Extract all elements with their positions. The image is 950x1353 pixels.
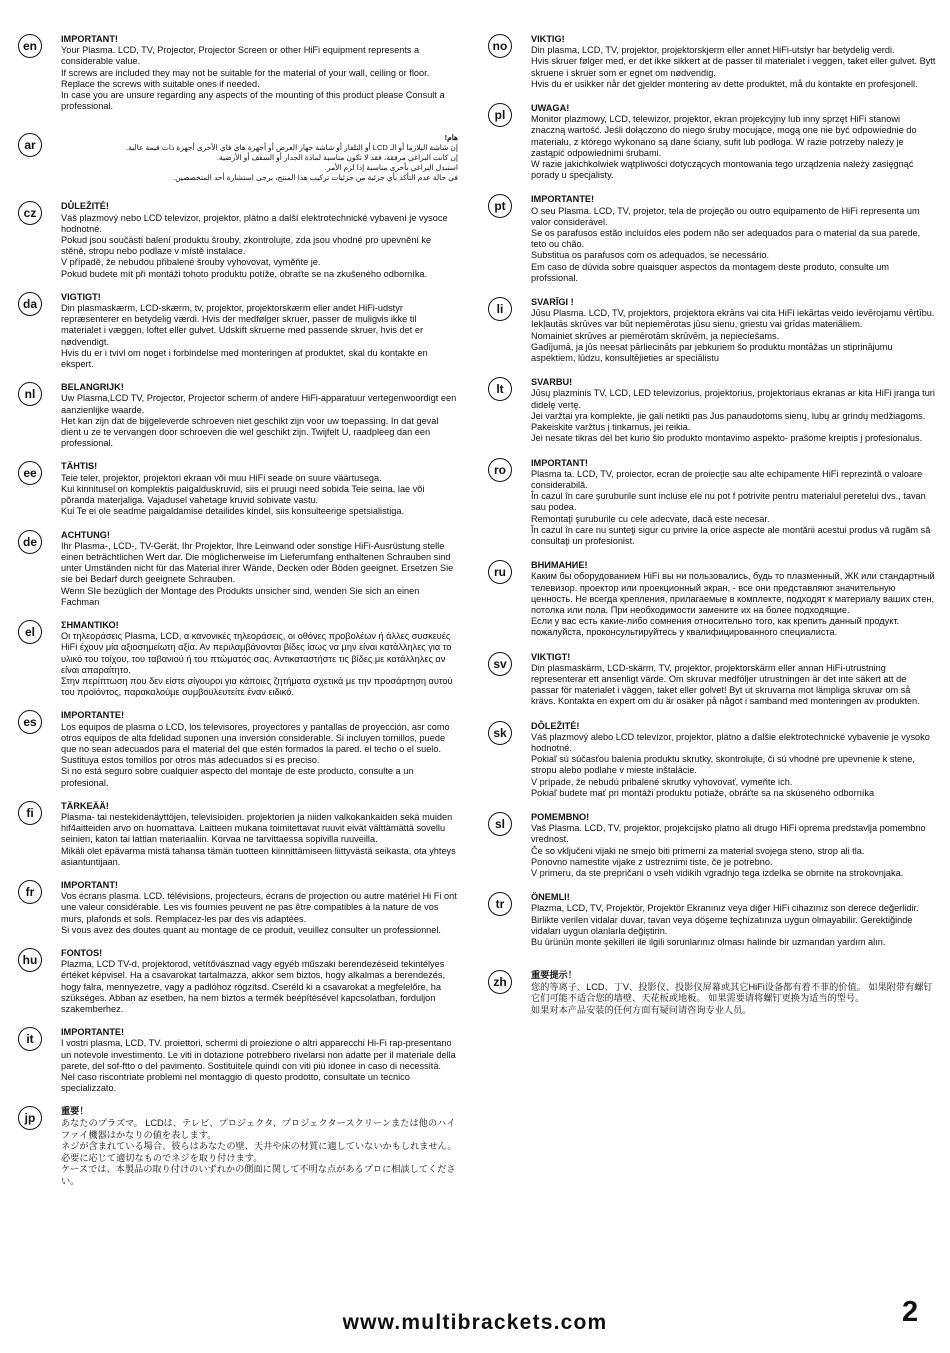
- notice-body: Plazma, LCD, TV, Projektör, Projektör Ekranınız veya diğer HiFi cihazınız son derece değerlidir. Birlikte verilen vidalar duvar, tavan veya döşeme teçhizatınıza uygun olmayabilir. Gerektiğinde vidaları uygun olanlarla değiştirin. Bu ürünün monte şekilleri ile ilgili sorunlarınız olması halinde bir uzmandan yardım alın.: [531, 903, 919, 948]
- notice-title: TÄHTIS!: [61, 461, 98, 472]
- notice-body: Din plasma, LCD, TV, projektor, projektorskjerm eller annet HiFi-utstyr har betydelig verdi. Hvis skruer følger med, er det ikke sikkert at de passer til materialet i veggen, taket eller gulvet. Bytt skruene i skruer som er egnet om nødvendig. Hvis du er usikker når det gjelder montering av dette produktet, må du kontakte en profesjonell.: [531, 45, 936, 89]
- notice-de: [18, 530, 458, 608]
- notice-zh: [488, 970, 936, 1016]
- notice-hu: [18, 948, 458, 1015]
- notice-sk: [488, 721, 936, 799]
- notice-title: SVARĪGI !: [531, 297, 574, 308]
- notice-body: Váš plazmový alebo LCD televízor, projektor, plátno a ďalšie elektrotechnické vybavenie je vysoko hodnotné. Pokiaľ sú súčasťou balenia produktu skrutky, skontrolujte, či sú vhodné pre upevnenie k stene, stropu alebo podlahe v mieste inštalácie. V prípade, že nebudú pribalené skrutky vyhovovať, vymeňte ich. Pokiaľ budete mať pri montáži produktu potiaže, obráťte sa na skúseného odborníka: [531, 731, 930, 798]
- language-badge-li: li: [488, 297, 512, 321]
- language-badge-tr: tr: [488, 892, 512, 916]
- notice-body: O seu Plasma. LCD, TV, projetor, tela de projeção ou outro equipamento de HiFi representa um valor considerável. Se os parafusos estão incluídos eles podem não ser adequados para o material da sua parede, teto ou chão. Substitua os parafusos com os adequados, se necessário. Em caso de dúvida sobre quaisquer aspectos da montagem deste produto, consulte um profssional.: [531, 205, 921, 283]
- notice-body: あなたのプラズマ。 LCDは、テレビ、プロジェクタ、プロジェクタースクリーンまたは他のハイファイ機器はかなりの値を表します。 ネジが含まれている場合、彼らはあなたの壁、天井や床の材質に適していないかもしれません。 必要に応じて適切なものでネジを取り付けます。 ケースでは、本製品の取り付けのいずれかの側面に関して不明な点があるプロに相談してください。: [61, 1118, 457, 1186]
- notice-body: Uw Plasma,LCD TV, Projector, Projector scherm of andere HiFi-apparatuur vertegenwoordigt een aanzienlijke waarde. Het kan zijn dat de bijgeleverde schroeven niet geschikt zijn voor uw toepassing. In dat geval dient u ze te vervangen door schroeven die wel geschikt zijn. Twijfelt U, raadpleeg dan een professional.: [61, 393, 457, 449]
- notice-body: Ihr Plasma-, LCD-, TV-Gerät, Ihr Projektor, Ihre Leinwand oder sonstige HiFi-Ausrüstung stelle einen beträchtlichen Wert dar. Die möglicherweise im Lieferumfang enthaltenen Schrauben sind unter Umständen nicht für das Material ihrer Wände, Decken oder Böden geeignet. Ersetzen Sie sie bei Bedarf durch geeignete Schrauben. Wenn SIe bezüglich der Montage des Produkts unsicher sind, wenden Sie sich an einen Fachman: [61, 540, 454, 607]
- language-badge-no: no: [488, 34, 512, 58]
- notice-body: Каким бы оборудованием HiFi вы ни пользовались, будь то плазменный, ЖК или стандартный телевизор. проектор или проекционный экран, - все они представляют значительную ценность. Не всегда крепления, прилагаемые в комплекте, подходят к материалу ваших стен, потолка или пола. При необходимости замените их на более подходящие. Если у вас есть какие-либо сомнения относительно того, как крепить данный продукт. пожалуйста, проконсультируйтесь у квалифицированного специалиста.: [531, 571, 935, 638]
- language-badge-en: en: [18, 34, 42, 58]
- notice-body: Los equipos de plasma o LCD, los televisores, proyectores y pantallas de proyección, asr como otros equipos de alta fdelidad suponen una inversión considerable. Si incluyen tornillos, puede que no sean adecuados para el material del que estén formados la pared. el techo o el suelo. Sustituya estos tomillos por otros más adecuados si es preciso. Si no está seguro sobre cualquier aspecto del montaje de este producto, consulte a un profesional.: [61, 721, 450, 788]
- language-badge-sk: sk: [488, 721, 512, 745]
- notice-sv: [488, 652, 936, 708]
- language-badge-ro: ro: [488, 458, 512, 482]
- notice-pt: [488, 194, 936, 284]
- notice-es: [18, 710, 458, 788]
- notice-body: Plazma, LCD TV-d, projektorod, vetítővásznad vagy egyéb műszaki berendezéseid tekintélyes értéket képvisel. Ha a csavarokat tartalmazza, akkor sem biztos, hogy alkalmas a berendezés, hogy falra, mennyezetre, vagy a padlóhoz rögzítsd. Cseréld ki a csavarokat a megfelelőre, ha szükséges. Abban az esetben, ha nem biztos a termék beépítésével kapcsolatban, forduljon szakemberhez.: [61, 959, 446, 1015]
- notice-title: UWAGA!: [531, 103, 570, 114]
- notice-title: ВНИМАНИЕ!: [531, 560, 588, 571]
- notice-pl: [488, 103, 936, 181]
- notice-it: [18, 1027, 458, 1094]
- notice-title: IMPORTANT!: [531, 457, 588, 468]
- notice-jp: [18, 1106, 458, 1187]
- language-badge-hu: hu: [18, 948, 42, 972]
- language-badge-ee: ee: [18, 461, 42, 485]
- notice-title: DŮLEŽITÉ!: [61, 201, 109, 212]
- language-badge-ru: ru: [488, 560, 512, 584]
- notice-body: إن شاشة البلازما أو الـ LCD أو التلفاز أو شاشة جهاز العرض أو أجهزة هاي فاي الأخرى أجهزة ذات قيمة عالية. إن كانت البراغي مرفقة، فقد لا تكون مناسبة لمادة الجدار أو السقف أو الأرضية. استبدل البراغي بأخرى مناسبة إذا لزم الأمر. في حالة عدم التأكد بأي جزئية من جزئيات تركيب هذا المنتج، يرجى استشارة أحد المتخصصين.: [126, 143, 458, 183]
- page-number: 2: [902, 1296, 919, 1328]
- notice-tr: [488, 892, 936, 948]
- notice-fi: [18, 801, 458, 868]
- language-badge-el: el: [18, 620, 42, 644]
- notice-title: IMPORTANT!: [61, 879, 118, 890]
- notice-ar: [18, 133, 458, 183]
- language-badge-fi: fi: [18, 801, 42, 825]
- language-badge-de: de: [18, 530, 42, 554]
- language-badge-fr: fr: [18, 880, 42, 904]
- notice-body: Monitor plazmowy, LCD, telewizor, projektor, ekran projekcyjny lub inny sprzęt HiFi stanowi znaczną wartość. Jeśli dołączono do niego śruby mocujące, mogą one nie być odpowiednie do materiału, z którego wykonano są dane ściany, sufit lub podłoga. W razie potrzeby należy je zastąpić odpowiednimi śrubami. W razie jakichkolwiek wątpliwości dotyczących montowania tego urządzenia należy zasięgnąć porady u specjalisty.: [531, 114, 917, 181]
- notice-title: هام!: [444, 133, 458, 143]
- notice-title: IMPORTANTE!: [531, 194, 595, 205]
- notice-body: Din plasmaskärm, LCD-skärm, TV, projektor, projektorskärm eller annan HiFi-utrustning representerar ett ansenligt värde. Om skruvar medföljer utrustningen är det inte säkert att de passar för materialet i väggen, taket eller golvet! Byt ut skruvarna mot lämpliga skruvar om så krävs. Kontakta en expert om du är osäker på något i samband med monteringen av produkten.: [531, 662, 920, 707]
- notice-title: ÖNEMLI!: [531, 892, 570, 903]
- notice-body: Plasma ta. LCD, TV, proiector, ecran de proiecţie sau alte echipamente HiFi reprezintă o valoare considerabilă. În cazul în care şuruburile sunt incluse ele nu pot f potrivite pentru materialul peretelui dvs., tavan sau podea. Remontaţi şuruburile cu cele adecvate, dacă este necesar. În cazul în care nu sunteţi sigur cu privire la orice aspecte ale montării acestui produs vă rugăm să consultaţi un profesionist.: [531, 468, 931, 546]
- notice-ru: [488, 560, 936, 638]
- notice-body: Your Plasma. LCD, TV, Projector, Projector Screen or other HiFi equipment represents a considerable value. If screws are included they may not be suitable for the material of your wall, ceiling or floor. Replace the screws with suitable ones if needed. In case you are unsure regarding any aspects of the mounting of this product please Consult a professional.: [61, 45, 445, 112]
- notice-title: IMPORTANTE!: [61, 710, 125, 721]
- language-badge-zh: zh: [488, 970, 512, 994]
- notice-body: Váš plazmový nebo LCD televizor, projektor, plátno a další elektrotechnické vybavení je vysoce hodnotné. Pokud jsou součástí balení produktu šrouby, zkontrolujte, zda jsou vhodné pro upevnění ke stěně, stropu nebo podlaze v místě instalace. V případě, že nebudou přibalené šrouby vyhovovat, vyměňte je. Pokud budete mít při montáži tohoto produktu potíže, obraťte se na zkušeného odborníka.: [61, 212, 448, 279]
- notice-el: [18, 620, 458, 698]
- notice-title: DÔLEŽITÉ!: [531, 720, 580, 731]
- notice-title: 重要！: [61, 1106, 89, 1117]
- language-badge-pl: pl: [488, 103, 512, 127]
- notice-body: Vos écrans plasma. LCD. télévisions, projecteurs, écrans de projection ou autre matériel Hi Fi ont une valeur considérable. Les vis fournies peuvent ne pas être compatibles à la nature de vos murs, plafonds et sols. Remplacez-les par des vis adaptées. Si vous avez des doutes quant au montage de ce produit, veuillez consulter un professionnel.: [61, 891, 457, 935]
- notice-lt: [488, 377, 936, 444]
- notice-da: [18, 292, 458, 370]
- notice-title: ΣΗΜΑΝΤΙΚΟ!: [61, 619, 119, 630]
- language-badge-cz: cz: [18, 201, 42, 225]
- right-column: [488, 34, 936, 1017]
- notice-body: Teie teler, projektor, projektori ekraan või muu HiFi seade on suure väärtusega. Kui kinnitusel on komplektis paigalduskruvid, siis ei pruugi need sobida Teie seina, lae või põranda materjaliga. Vajadusel vahetage kruvid sobivate vastu. Kui Te ei ole seadme paigaldamise detailides kindel, siis konsulteerige spetsialistiga.: [61, 472, 425, 517]
- notice-body: Din plasmaskærm, LCD-skærm, tv, projektor, projektorskærm eller andet HiFi-udstyr repræsenterer en betydelig værdi. Hvis der medfølger skruer, passer de muligvis ikke til materialet i væggen, loftet eller gulvet. Udskift skruerne med passende skruer, hvis det er nødvendigt. Hvis du er i tvivl om noget i forbindelse med monteringen af produktet, skal du kontakte en ekspert.: [61, 303, 428, 370]
- notice-nl: [18, 382, 458, 449]
- language-badge-it: it: [18, 1027, 42, 1051]
- notice-title: IMPORTANTE!: [61, 1027, 125, 1038]
- notice-title: 重要提示！: [531, 970, 577, 981]
- language-badge-nl: nl: [18, 382, 42, 406]
- notice-body: 您的等离子、LCD、丁V、投影仪、投影仪屏幕或其它HiFi设备都有着不菲的价值。 如果附带有螺钉它们可能不适合您的墙壁、天花板或地板。 如果需要请将螺钉更换为适当的型号。 如果对本产品安装的任何方面有疑问请咨询专业人员。: [531, 981, 933, 1015]
- language-badge-pt: pt: [488, 194, 512, 218]
- notice-body: Plasma- tai nestekidenäyttöjen, televisioiden. projektorien ja niiden valkokankaiden sekä muiden hif4aitteiden arvo on huomattava. Laitteen mukana toimitettavat ruuvit eivät välttämättä sovellu seinien, katon tai lattian materiaaliin. Korvaa ne tarvittaessa sopivilla ruuveilla. Mikäli olet epävarma mistä tahansa tämän tuotteen kiinnittämiseen liittyvästä seikasta, ota yhteys asiantuntijaan.: [61, 811, 456, 867]
- notice-body: Vaš Plasma. LCD, TV, projektor, projekcijsko platno ali drugo HiFi oprema predstavlja pomembno vrednost. Če so vključeni vijaki ne smejo biti primerni za material svojega steno, strop ali tla. Ponovno namestite vijake z ustreznimi tiste, če je potrebno. V primeru, da ste prepričani o vseh vidikih vgradnjo tega izdelka se obrnite na strokovnjaka.: [531, 823, 926, 878]
- notice-title: VIKTIGT!: [531, 651, 571, 662]
- notice-title: VIKTIG!: [531, 34, 565, 44]
- language-badge-jp: jp: [18, 1106, 42, 1130]
- notice-body: I vostri plasma, LCD, TV. proiettori, schermi di proiezione o altri apparecchi Hi-Fi rap-presentano un notevole investimento. Le viti in dotazione potrebbero rivelarsi non adatte per il materiale della parete, del sof-ftto o del pavimento. Sostituitele quindi con viti più idonee in caso di necessità. Nel caso riscontriate problemi nel montaggio di questo prodotto, consultate un tecnico specializzato.: [61, 1038, 456, 1094]
- notice-ro: [488, 458, 936, 548]
- language-badge-es: es: [18, 710, 42, 734]
- notice-no: [488, 34, 936, 90]
- language-badge-sl: sl: [488, 812, 512, 836]
- notice-title: TÄRKEÄÄ!: [61, 800, 109, 811]
- notice-sl: [488, 812, 936, 879]
- notice-title: POMEMBNO!: [531, 811, 590, 822]
- notice-body: Οι τηλεοράσεις Plasma, LCD, α κανονικές τηλεοράσεις, οι οθόνες προβολέων ή άλλες συσκευές HiFi έχουν μία αξιοσημείωτη αξία. Αν περιλαμβάνονται βίδες ίσως να μην είναι κατάλληλες για το υλικό του τοίχου, του ταβανιού ή του πτώματός σας. Αντικαταστήστε τις βίδες με κατάλληλες αν είναι απαραίτητο. Στην περίπτωση που δεν είστε σίγουροι για κάποιες ζητήματα σχετικά με την προσάρτηση αυτού του προϊόντος, παρακαλούμε συμβουλευτείτε έναν ειδικό.: [61, 631, 453, 698]
- left-column: [18, 34, 458, 1188]
- notice-title: BELANGRIJK!: [61, 382, 124, 393]
- notice-title: ACHTUNG!: [61, 529, 110, 540]
- notice-body: Jūsu Plasma. LCD, TV, projektors, projektora ekrāns vai cita HiFi iekārtas veido ievērojamu vērtību. Iekļautās skrūves var būt nepiemērotas jūsu sienu, griestu vai grīdas materiāliem. Nomainiet skrūves ar piemērotām skrūvēm, ja nepieciešams. Gadījumā, ja jūs neesat pārliecināts par jebkuriem šo produktu montāžas un stiprinājumu aspektiem, lūdzu, konsultējieties ar speciālistu: [531, 308, 935, 364]
- notice-li: [488, 297, 936, 364]
- notice-fr: [18, 880, 458, 936]
- language-badge-da: da: [18, 292, 42, 316]
- language-badge-sv: sv: [488, 652, 512, 676]
- notice-title: FONTOS!: [61, 948, 103, 958]
- notice-en: [18, 34, 458, 112]
- notice-title: IMPORTANT!: [61, 34, 118, 44]
- notice-body: Jūsų plazminis TV, LCD, LED televizorius, projektorius, projektoriaus ekranas ar kita HiFi įranga turi didelę vertę. Jei varžtai yra komplekte, jie gali netikti pas Jus panaudotoms sienų, lubų ar grindų medžiagoms. Pakeiskite varžtus į tinkamus, jei reikia. Jei nesate tikras dėl bet kurio šio produkto montavimo aspekto- prašome kreiptis į profesionalus.: [531, 388, 935, 444]
- footer-url[interactable]: www.multibrackets.com: [342, 1311, 608, 1334]
- notice-title: VIGTIGT!: [61, 291, 101, 302]
- notice-cz: [18, 201, 458, 279]
- language-badge-lt: lt: [488, 377, 512, 401]
- notice-ee: [18, 461, 458, 517]
- notice-title: SVARBU!: [531, 377, 573, 388]
- language-badge-ar: ar: [18, 133, 42, 157]
